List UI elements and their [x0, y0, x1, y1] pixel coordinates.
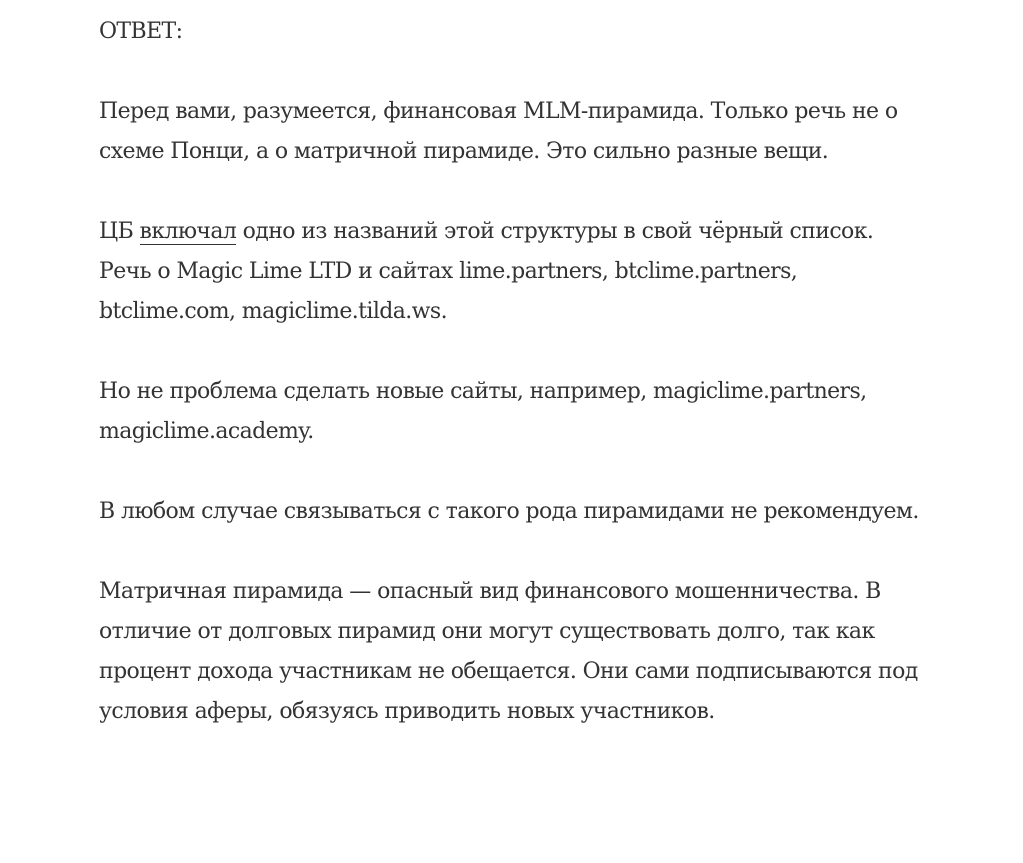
paragraph-1: Перед вами, разумеется, финансовая MLM-пирамида. Только речь не о схеме Понци, а о матричной пирамиде. Это сильно разные вещи. — [99, 99, 898, 164]
article-body — [99, 12, 919, 772]
paragraph-2 — [99, 212, 919, 332]
paragraph-4: В любом случае связываться с такого рода пирамидами не рекомендуем. — [99, 499, 919, 524]
paragraph-5: Матричная пирамида — опасный вид финансового мошенничества. В отличие от долговых пирамид они могут существовать долго, так как процент дохода участникам не обещается. Они сами подписываются под условия аферы, обязуясь приводить новых участников. — [99, 579, 918, 724]
paragraph-2-start: ЦБ — [99, 219, 140, 244]
blacklist-link[interactable]: включал — [139, 219, 237, 244]
answer-heading: ОТВЕТ: — [99, 19, 183, 44]
paragraph-2-end: одно из названий этой структуры в свой чёрный список. Речь о Magic Lime LTD и сайтах lime.partners, btclime.partners, btclime.com, magiclime.tilda.ws. — [99, 219, 874, 324]
paragraph-3: Но не проблема сделать новые сайты, например, magiclime.partners, magiclime.academy. — [99, 379, 867, 444]
